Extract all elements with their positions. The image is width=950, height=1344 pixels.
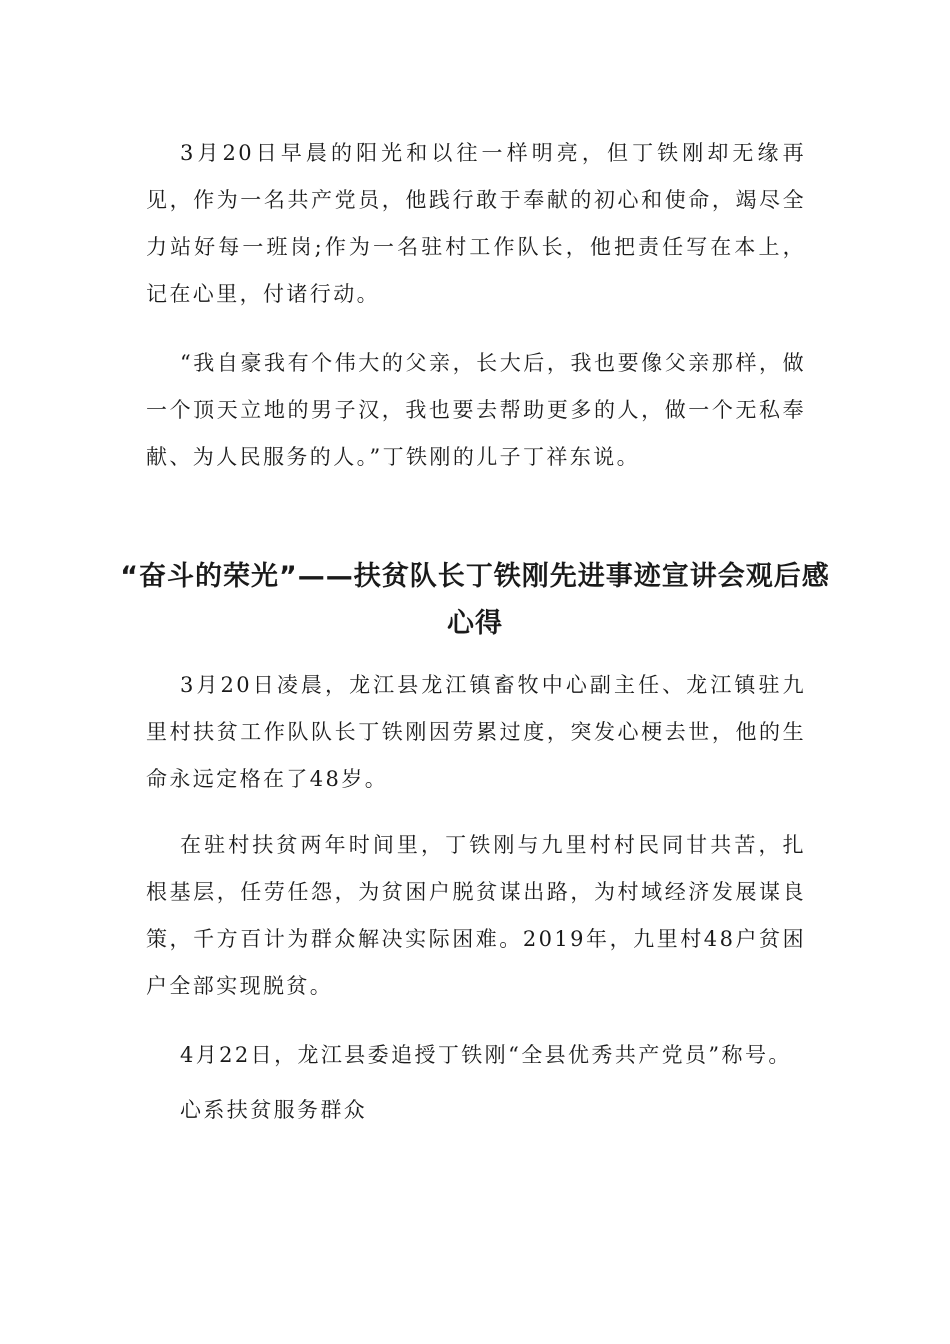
section-subheading: 心系扶贫服务群众 xyxy=(180,1098,368,1122)
paragraph: 4月22日，龙江县委追授丁铁刚“全县优秀共产党员”称号。 xyxy=(180,1043,792,1067)
article-title: “奋斗的荣光”——扶贫队长丁铁刚先进事迹宣讲会观后感心得 xyxy=(120,561,830,639)
paragraph-quote: “我自豪我有个伟大的父亲，长大后，我也要像父亲那样，做一个顶天立地的男子汉，我也要去帮助更多的人，做一个无私奉献、为人民服务的人。”丁铁刚的儿子丁祥东说。 xyxy=(146,351,806,469)
paragraph: 3月20日早晨的阳光和以往一样明亮，但丁铁刚却无缘再见，作为一名共产党员，他践行敢于奉献的初心和使命，竭尽全力站好每一班岗;作为一名驻村工作队长，他把责任写在本上，记在心里，付诸行动。 xyxy=(146,141,806,306)
paragraph: 在驻村扶贫两年时间里，丁铁刚与九里村村民同甘共苦，扎根基层，任劳任怨，为贫困户脱贫谋出路，为村域经济发展谋良策，千方百计为群众解决实际困难。2019年，九里村48户贫困户全部实现脱贫。 xyxy=(146,833,806,998)
paragraph: 3月20日凌晨，龙江县龙江镇畜牧中心副主任、龙江镇驻九里村扶贫工作队队长丁铁刚因劳累过度，突发心梗去世，他的生命永远定格在了48岁。 xyxy=(146,673,806,791)
